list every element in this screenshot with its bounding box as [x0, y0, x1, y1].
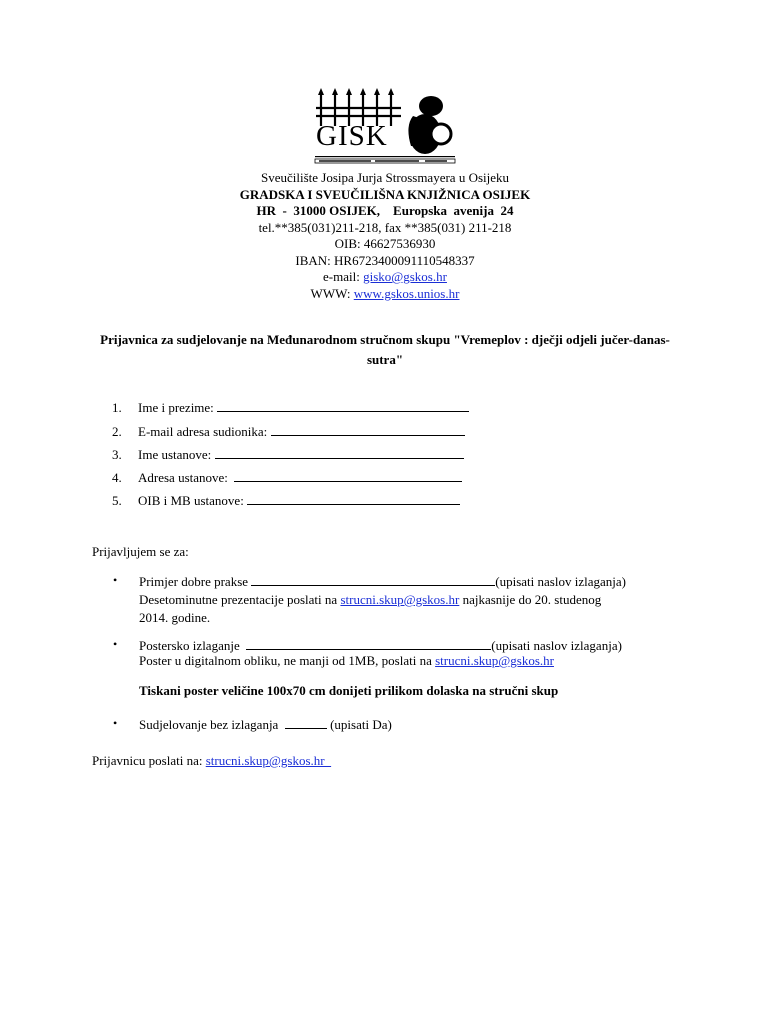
library-phone: tel.**385(031)211-218, fax **385(031) 211-218: [258, 219, 512, 235]
practice-deadline-line: [139, 592, 601, 608]
apply-for-heading: Prijavljujem se za:: [92, 544, 189, 559]
bullet-marker: •: [113, 716, 118, 730]
poster-digital-line: [139, 653, 554, 669]
practice-label: Primjer dobre prakse: [139, 574, 252, 589]
full-name-blank[interactable]: [217, 399, 469, 412]
send-label: Prijavnicu poslati na:: [92, 753, 206, 768]
bullet-marker: •: [113, 573, 118, 587]
library-address: HR - 31000 OSIJEK, Europska avenija 24: [256, 203, 514, 218]
practice-title-blank[interactable]: [251, 573, 495, 586]
field-label: E-mail adresa sudionika:: [138, 424, 271, 439]
attend-option-line: [139, 716, 392, 733]
poster-label: Postersko izlaganje: [139, 638, 247, 653]
field-institution-name: [112, 446, 464, 463]
field-number: 4.: [112, 470, 122, 485]
library-iban: IBAN: HR6723400091110548337: [295, 252, 475, 268]
library-email-line: [0, 269, 770, 286]
practice-option-line: [139, 573, 626, 590]
field-label: Ime i prezime:: [138, 400, 218, 415]
poster-title-blank[interactable]: [246, 637, 491, 650]
field-label: OIB i MB ustanove:: [138, 493, 248, 508]
field-institution-oib: [112, 492, 460, 509]
www-label: WWW:: [310, 285, 354, 301]
form-title: Prijavnica za sudjelovanje na Međunarodnom stručnom skupu "Vremeplov : dječji odjeli jučer-danas-sutra": [100, 332, 670, 367]
institution-address-blank[interactable]: [234, 469, 462, 482]
library-www-line: [0, 286, 770, 303]
institution-header: [0, 170, 770, 302]
library-email-link[interactable]: gisko@gskos.hr: [363, 269, 447, 284]
poster-option-line: [139, 637, 622, 654]
practice-line2: Desetominutne prezentacije poslati na: [139, 592, 341, 607]
library-website-link[interactable]: www.gskos.unios.hr: [353, 285, 460, 301]
library-name: GRADSKA I SVEUČILIŠNA KNJIŽNICA OSIJEK: [239, 186, 531, 202]
practice-email-link[interactable]: strucni.skup@gskos.hr: [340, 592, 460, 607]
send-to-line: [92, 753, 331, 769]
field-number: 5.: [112, 493, 122, 508]
practice-line2-tail: najkasnije do 20. studenog: [459, 592, 602, 607]
field-institution-address: [112, 469, 462, 486]
field-number: 1.: [112, 400, 122, 415]
attend-answer-blank[interactable]: [285, 716, 327, 729]
printed-poster-note: Tiskani poster veličine 100x70 cm donijeti prilikom dolaska na stručni skup: [139, 683, 559, 698]
library-oib: OIB: 46627536930: [334, 236, 436, 251]
field-label: Ime ustanove:: [138, 447, 215, 462]
practice-note: (upisati naslov izlaganja): [495, 574, 626, 589]
institution-oib-blank[interactable]: [247, 492, 460, 505]
poster-line2: Poster u digitalnom obliku, ne manji od 1MB, poslati na: [139, 653, 436, 668]
gisk-logo: [313, 86, 458, 166]
poster-note: (upisati naslov izlaganja): [491, 638, 622, 653]
field-full-name: [112, 399, 469, 416]
attend-note: (upisati Da): [326, 717, 392, 732]
bullet-marker: •: [113, 637, 118, 651]
university-name: Sveučilište Josipa Jurja Strossmayera u Osijeku: [260, 170, 510, 185]
poster-email-link[interactable]: strucni.skup@gskos.hr: [435, 653, 554, 668]
institution-name-blank[interactable]: [215, 446, 464, 459]
send-email-link[interactable]: strucni.skup@gskos.hr: [205, 753, 332, 768]
logo-wordmark: GISK: [316, 120, 388, 152]
field-number: 3.: [112, 447, 122, 462]
field-number: 2.: [112, 424, 122, 439]
attend-label: Sudjelovanje bez izlaganja: [139, 717, 285, 732]
field-label: Adresa ustanove:: [138, 470, 235, 485]
email-blank[interactable]: [271, 423, 465, 436]
field-email: [112, 423, 465, 440]
email-label: e-mail:: [323, 269, 364, 284]
practice-year-line: 2014. godine.: [139, 610, 211, 625]
